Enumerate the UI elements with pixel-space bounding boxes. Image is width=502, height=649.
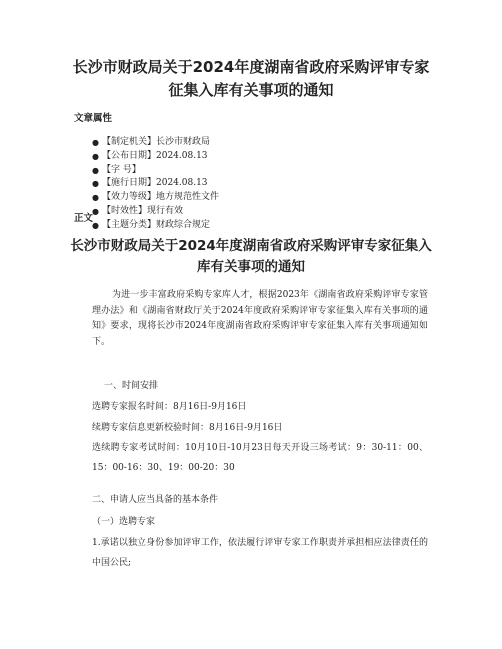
attribute-item: ● 【主题分类】财政综合规定 [92,219,219,233]
bullet-icon: ● [92,165,99,175]
attributes-list [92,136,219,233]
body-heading: 正文 [74,213,94,224]
bullet-icon: ● [92,179,99,189]
attribute-item: ● 【字 号】 [92,164,219,178]
attribute-item: ● 【效力等级】地方规范性文件 [92,191,219,205]
sign-up-time: 选聘专家报名时间：8月16日-9月16日 [92,402,247,412]
intro-paragraph: 为进一步丰富政府采购专家库人才，根据2023年《湖南省政府采购评审专家管理办法》和《湖南省财政厅关于2024年度政府采购评审专家征集入库有关事项的通知》要求，现将长沙市2024年度湖南省政府采购评审专家征集入库有关事项通知如下。 [92,290,428,347]
section-2-title: 二、申请人应当具备的基本条件 [92,495,219,505]
body-title [56,236,446,278]
bullet-icon: ● [92,138,99,147]
bullet-icon: ● [92,151,99,161]
bullet-icon: ● [92,206,99,216]
attribute-item: ● 【制定机关】长沙市财政局 [92,136,219,150]
document-title [40,56,462,102]
document-title-line-1: 长沙市财政局关于2024年度湖南省政府采购评审专家 [72,58,430,76]
condition-1: 1.承诺以独立身份参加评审工作，依法履行评审专家工作职责并承担相应法律责任的中国公民; [92,538,428,568]
attribute-item: ● 【时效性】现行有效 [92,205,219,219]
attributes-heading: 文章属性 [74,113,113,124]
renewal-time: 续聘专家信息更新校验时间：8月16日-9月16日 [92,423,283,433]
subsection-1-title: （一）选聘专家 [92,517,156,527]
body-title-line-1: 长沙市财政局关于2024年度湖南省政府采购评审专家征集入 [70,238,432,254]
exam-time: 选续聘专家考试时间：10月10日-10月23日每天开设三场考试：9：30-11：00、15：00-16：30、19：00-20：30 [92,443,428,473]
attribute-item: ● 【公布日期】2024.08.13 [92,150,219,164]
attribute-item: ● 【施行日期】2024.08.13 [92,177,219,191]
document-title-line-2: 征集入库有关事项的通知 [168,81,334,99]
bullet-icon: ● [92,193,99,203]
body-title-line-2: 库有关事项的通知 [197,259,305,275]
section-1-title: 一、时间安排 [104,381,159,391]
bullet-icon: ● [92,220,99,230]
